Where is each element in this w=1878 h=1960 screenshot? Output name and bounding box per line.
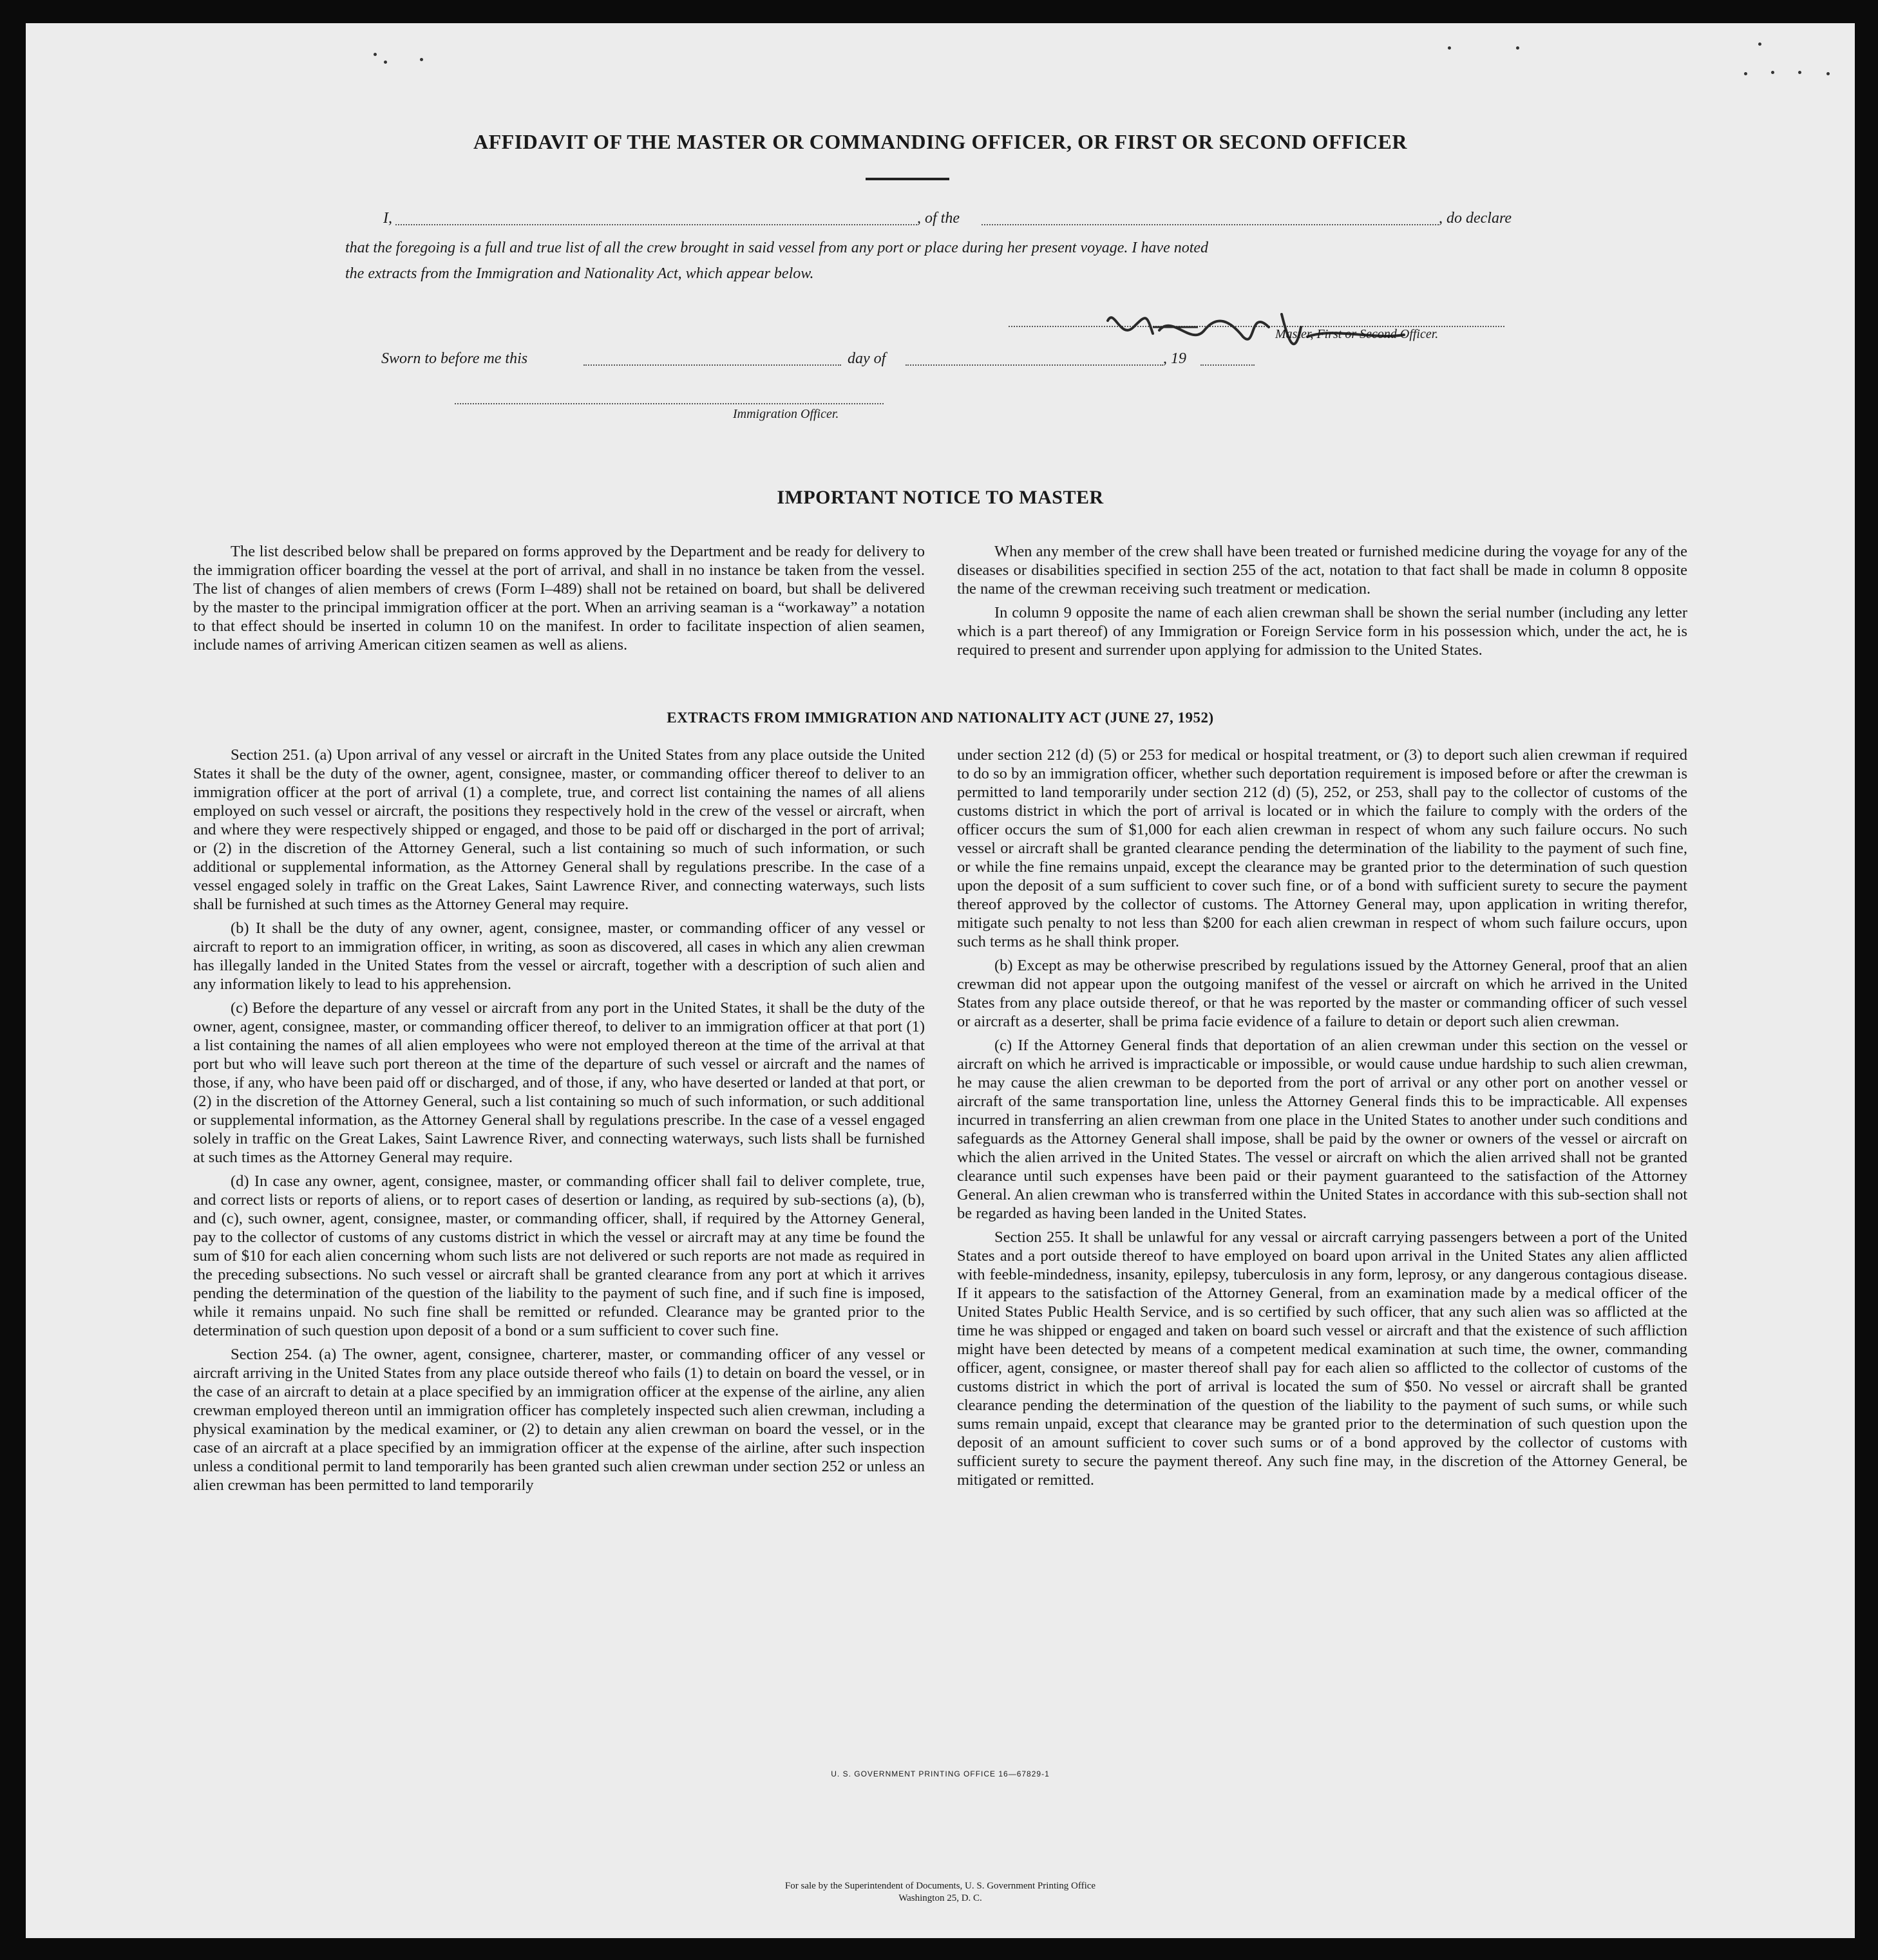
for-sale-notice — [26, 1880, 1855, 1905]
decl-do-declare: , do declare — [1439, 210, 1512, 227]
signature-label: Master, First or Second Officer. — [1275, 327, 1439, 341]
section-254-a-continued: under section 212 (d) (5) or 253 for medical or hospital treatment, or (3) to deport such alien crewman if required to do so by an immigration officer, whether such deportation requirement is imposed before or after the crewman is permitted to land temporarily under section 212 (d) (5), 252, or 253, shall pay to the collector of customs of the customs district in which the port of arrival is located or in which the failure to comply with the orders of the officer occurs the sum of $1,000 for each alien crewman in respect of whom any such failure occurs. No such vessel or aircraft shall be granted clearance pending the determination of the liability to the payment of such fine, or while the fine remains unpaid, except the clearance may be granted prior to the determination of such question upon the deposit of a sum sufficient to cover such fine, or of a bond with sufficient surety to secure the payment thereof approved by the collector of customs. The Attorney General may, upon application in writing therefor, mitigate such penalty to not less than $200 for each alien crewman in respect of whom such failure occurs, upon such terms as he shall think proper. — [957, 746, 1687, 950]
sworn-label: Sworn to before me this — [381, 350, 528, 367]
scan-speck — [1758, 42, 1761, 46]
scan-speck — [420, 58, 423, 61]
scan-speck — [1798, 71, 1801, 74]
affidavit-title: AFFIDAVIT OF THE MASTER OR COMMANDING OFFICER, OR FIRST OR SECOND OFFICER — [473, 130, 1407, 153]
decl-i: I, — [383, 210, 392, 227]
scan-speck — [1771, 71, 1774, 74]
section-254-c: (c) If the Attorney General finds that deportation of an alien crewman under this section on the vessel or aircraft on which he arrived is impracticable or impossible, or would cause undue hardship to such alien crewman, he may cause the alien crewman to be deported from the port of arrival or any other port on another vessel or aircraft of the same transportation line, unless the Attorney General finds this to be impracticable. All expenses incurred in transferring an alien crewman from one place in the United States to another under such conditions and safeguards as the Attorney General shall impose, shall be paid by the owner or owners of the vessel or aircraft on which the alien arrived in the United States. The vessel or aircraft on which the alien arrived shall not be granted clearance until such expenses have been paid or their payment guaranteed to the satisfaction of the Attorney General. An alien crewman who is transferred within the United States in accordance with this sub-section shall not be regarded as having been landed in the United States. — [957, 1037, 1687, 1222]
section-251-b: (b) It shall be the duty of any owner, agent, consignee, master, or commanding officer of any vessel or aircraft to report to an immigration officer, in writing, as soon as discovered, all cases in which any alien crewman has illegally landed in the United States from the vessel or aircraft, together with a description of such alien and any information likely to lead to his apprehension. — [193, 919, 925, 993]
notice-right-paragraph-2: In column 9 opposite the name of each alien crewman shall be shown the serial number (including any letter which is a part thereof) of any Immigration or Foreign Service form in his possession which, under the act, he is required to present and surrender upon applying for admission to the United States. — [957, 604, 1687, 659]
extracts-right-column — [957, 746, 1687, 1494]
vessel-field[interactable] — [982, 224, 1439, 225]
sworn-month-field[interactable] — [906, 364, 1163, 366]
immigration-officer-label: Immigration Officer. — [733, 407, 839, 421]
scan-speck — [1826, 72, 1830, 75]
scan-speck — [1448, 46, 1451, 50]
immigration-officer-field[interactable] — [455, 403, 884, 404]
title-rule — [866, 178, 949, 180]
notice-right-column — [957, 542, 1687, 664]
decl-line-3: the extracts from the Immigration and Nationality Act, which appear below. — [345, 265, 814, 282]
section-254-b: (b) Except as may be otherwise prescribed by regulations issued by the Attorney General, proof that an alien crewman did not appear upon the outgoing manifest of the vessel or aircraft on which he arrived in the United States from any place outside thereof, or that he was reported by the master or commanding officer of such vessel or aircraft as a deserter, shall be prima facie evidence of a failure to detain or deport such alien crewman. — [957, 957, 1687, 1030]
notice-right-paragraph-1: When any member of the crew shall have been treated or furnished medicine during the voyage for any of the diseases or disabilities specified in section 255 of the act, notation to that fact shall be made in column 8 opposite the name of the crewman receiving such treatment or medication. — [957, 543, 1687, 598]
year-prefix: , 19 — [1163, 350, 1186, 367]
notice-left-column — [193, 542, 925, 659]
decl-of-the: , of the — [917, 210, 960, 227]
extracts-title: EXTRACTS FROM IMMIGRATION AND NATIONALITY ACT (JUNE 27, 1952) — [667, 710, 1214, 726]
sworn-year-field[interactable] — [1200, 364, 1255, 366]
gpo-imprint: U. S. GOVERNMENT PRINTING OFFICE 16—67829-1 — [831, 1769, 1050, 1778]
decl-line-2: that the foregoing is a full and true list of all the crew brought in said vessel from any port or place during her present voyage. I have noted — [345, 240, 1209, 256]
scan-speck — [1744, 72, 1747, 75]
section-254-a: Section 254. (a) The owner, agent, consignee, charterer, master, or commanding officer of any vessel or aircraft arriving in the United States from any place outside thereof who fails (1) to detain on board the vessel, or in the case of an aircraft to detain at a place specified by an immigration officer at the expense of the airline, any alien crewman employed thereon until an immigration officer has completely inspected such alien crewman, including a physical examination by the medical examiner, or (2) to detain any alien crewman on board the vessel, or in the case of an aircraft at a place specified by an immigration officer at the expense of the airline, after such inspection unless a conditional permit to land temporarily has been granted such alien crewman under section 252 or unless an alien crewman has been permitted to land temporarily — [193, 1346, 925, 1494]
name-field[interactable] — [395, 224, 917, 225]
section-251-c: (c) Before the departure of any vessel or aircraft from any port in the United States, it shall be the duty of the owner, agent, consignee, master, or commanding officer thereof, to deliver to an immigration officer at that port (1) a list containing the names of all alien employees who were not employed thereon at the time of the arrival at that port but who will leave such port thereon at the time of the departure of such vessel or aircraft and the names of those, if any, who have been paid off or discharged, and of those, if any, who have deserted or landed at that port, or (2) in the discretion of the Attorney General, such a list containing so much of such information, or such additional or supplemental information, as the Attorney General shall by regulations prescribe. In the case of a vessel engaged solely in traffic on the Great Lakes, Saint Lawrence River, and connecting waterways, such lists shall be furnished at such times as the Attorney General may require. — [193, 999, 925, 1166]
for-sale-line-2: Washington 25, D. C. — [898, 1893, 982, 1903]
section-255: Section 255. It shall be unlawful for any vessal or aircraft carrying passengers between a port of the United States and a port outside thereof to have employed on board upon arrival in the United States any alien afflicted with feeble-mindedness, insanity, epilepsy, tuberculosis in any form, leprosy, or any dangerous contagious disease. If it appears to the satisfaction of the Attorney General, from an examination made by a medical officer of the United States Public Health Service, and is so certified by such officer, that any such alien was so afflicted at the time he was shipped or engaged and taken on board such vessel or aircraft and that the existence of such affliction might have been detected by means of a competent medical examination at such time, the owner, commanding officer, agent, consignee, or master thereof shall pay for each alien so afflicted to the collector of customs of the customs district in which the port of arrival is located the sum of $50. No vessel or aircraft shall be granted clearance pending the determination of the question of the liability to the payment of such sums, or while such sums remain unpaid, except that clearance may be granted prior to the determination of such question upon the deposit of an amount sufficient to cover such sums or of a bond approved by the collector of customs with sufficient surety to secure the payment thereof. Any such fine may, in the discretion of the Attorney General, be mitigated or remitted. — [957, 1229, 1687, 1489]
scan-speck — [384, 61, 387, 64]
notice-left-paragraph: The list described below shall be prepared on forms approved by the Department and be ready for delivery to the immigration officer boarding the vessel at the port of arrival, and shall in no instance be taken from the vessel. The list of changes of alien members of crews (Form I–489) shall not be retained on board, but shall be delivered by the master to the principal immigration officer at the port. When an arriving seaman is a “workaway” a notation to that effect should be inserted in column 10 on the manifest. In order to facilitate inspection of alien seamen, include names of arriving American citizen seamen as well as aliens. — [193, 543, 925, 654]
section-251-d: (d) In case any owner, agent, consignee, master, or commanding officer shall fail to deliver complete, true, and correct lists or reports of aliens, or to report cases of desertion or landing, as required by sub-sections (a), (b), and (c), such owner, agent, consignee, master, or commanding officer, shall, if required by the Attorney General, pay to the collector of customs of any customs district in which the vessel or aircraft may at any time be found the sum of $10 for each alien concerning whom such lists are not delivered or such reports are not made as required in the preceding subsections. No such vessel or aircraft shall be granted clearance from any port at which it arrives pending the determination of the question of the liability to the payment of such fine, and if such fine is imposed, while it remains unpaid. No such fine shall be remitted or refunded. Clearance may be granted prior to the determination of such question upon deposit of a bond or a sum sufficient to cover such fine. — [193, 1173, 925, 1339]
for-sale-line-1: For sale by the Superintendent of Documents, U. S. Government Printing Office — [784, 1881, 1096, 1891]
form-sheet — [26, 23, 1855, 1938]
extracts-left-column — [193, 746, 925, 1500]
section-251-a: Section 251. (a) Upon arrival of any vessel or aircraft in the United States from any place outside the United States it shall be the duty of the owner, agent, consignee, master, or commanding officer thereof to deliver to an immigration officer at the port of arrival (1) a complete, true, and correct list containing the names of all aliens employed on such vessel or aircraft, the positions they respectively hold in the crew of the vessel or aircraft, when and where they were respectively shipped or engaged, and those to be paid off or discharged in the port of arrival; or (2) in the discretion of the Attorney General, such a list containing so much of such information, or such additional or supplemental information, as the Attorney General shall by regulations prescribe. In the case of a vessel engaged solely in traffic on the Great Lakes, Saint Lawrence River, and connecting waterways, such lists shall be furnished at such times as the Attorney General may require. — [193, 746, 925, 913]
scan-speck — [1516, 46, 1519, 50]
scan-speck — [374, 53, 377, 56]
notice-title: IMPORTANT NOTICE TO MASTER — [777, 487, 1104, 508]
sworn-day-field[interactable] — [583, 364, 841, 366]
day-of-label: day of — [848, 350, 886, 367]
